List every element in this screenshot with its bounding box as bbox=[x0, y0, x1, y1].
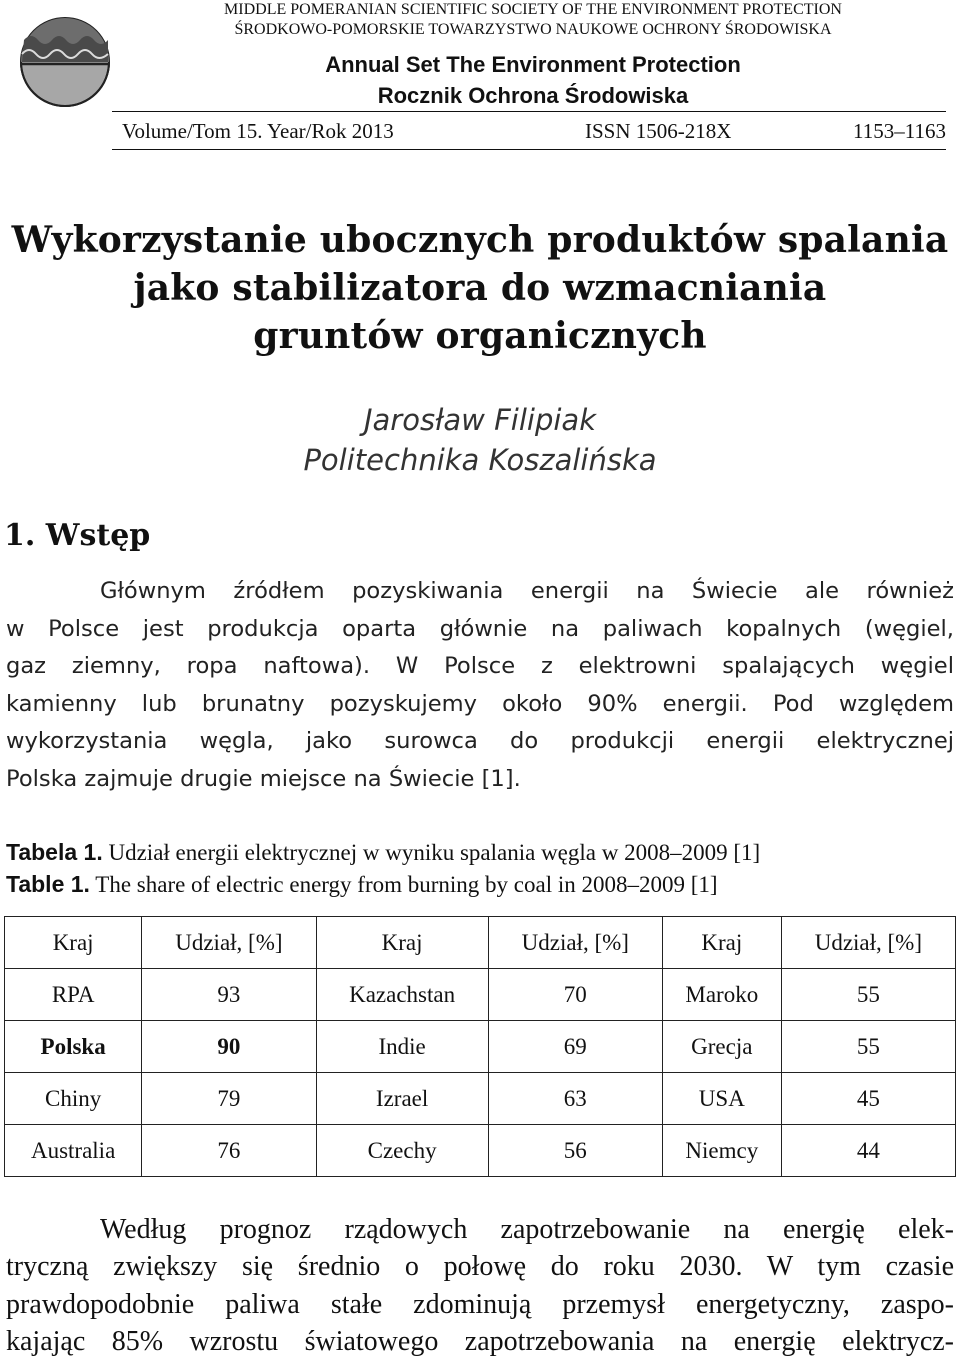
header-cell: Kraj bbox=[5, 917, 142, 969]
author-affiliation: Politechnika Koszalińska bbox=[303, 443, 657, 477]
table-cell: Chiny bbox=[5, 1073, 142, 1125]
journal-logo bbox=[20, 2, 110, 114]
table-cell: 79 bbox=[142, 1073, 316, 1125]
paragraph-line: kamienny lub brunatny pozyskujemy około 90% energii. Pod względem bbox=[6, 690, 954, 717]
title-line: Wykorzystanie ubocznych produktów spalania bbox=[11, 219, 949, 261]
table-cell: Kazachstan bbox=[316, 969, 488, 1021]
intro-paragraph bbox=[6, 573, 954, 798]
society-name-pl: ŚRODKOWO-POMORSKIE TOWARZYSTWO NAUKOWE OCHRONY ŚRODOWISKA bbox=[234, 21, 832, 38]
caption-label: Table 1. bbox=[6, 871, 90, 897]
table-cell: Indie bbox=[316, 1021, 488, 1073]
paragraph-line: Polska zajmuje drugie miejsce na Świecie [1]. bbox=[6, 765, 521, 792]
table-row bbox=[5, 1021, 956, 1073]
author-block bbox=[0, 400, 960, 480]
header-rule-top bbox=[112, 111, 946, 112]
table-cell: USA bbox=[662, 1073, 781, 1125]
paragraph-line: prawdopodobnie paliwa stałe zdominują przemysł energetyczny, zaspo- bbox=[6, 1288, 954, 1320]
paragraph-line: Głównym źródłem pozyskiwania energii na Świecie ale również bbox=[100, 578, 954, 604]
journal-name-en: Annual Set The Environment Protection bbox=[325, 52, 741, 77]
title-line: gruntów organicznych bbox=[253, 315, 707, 357]
paragraph-line: wykorzystania węgla, jako surowca do produkcji energii elektrycznej bbox=[6, 728, 954, 754]
table-row bbox=[5, 1125, 956, 1177]
table-cell: 70 bbox=[488, 969, 662, 1021]
table-cell: Grecja bbox=[662, 1021, 781, 1073]
header-cell: Udział, [%] bbox=[142, 917, 316, 969]
coal-share-table bbox=[4, 916, 956, 1177]
paragraph-line: w Polsce jest produkcja oparta głównie na paliwach kopalnych (węgiel, bbox=[6, 615, 954, 642]
issn: ISSN 1506-218X bbox=[585, 119, 732, 143]
paragraph-line: gaz ziemny, ropa naftowa). W Polsce z elektrowni spalających węgiel bbox=[6, 653, 954, 679]
caption-text: The share of electric energy from burning by coal in 2008–2009 [1] bbox=[89, 872, 718, 897]
table-cell: 93 bbox=[142, 969, 316, 1021]
table-cell: 45 bbox=[781, 1073, 955, 1125]
volume-year: Volume/Tom 15. Year/Rok 2013 bbox=[122, 119, 394, 143]
page-range: 1153–1163 bbox=[853, 119, 946, 143]
header-cell: Kraj bbox=[316, 917, 488, 969]
table-cell: Maroko bbox=[662, 969, 781, 1021]
society-name-en: MIDDLE POMERANIAN SCIENTIFIC SOCIETY OF THE ENVIRONMENT PROTECTION bbox=[224, 1, 842, 18]
table-cell: Polska bbox=[5, 1021, 142, 1073]
table-cell: Niemcy bbox=[662, 1125, 781, 1177]
table-cell: 55 bbox=[781, 969, 955, 1021]
caption-text: Udział energii elektrycznej w wyniku spalania węgla w 2008–2009 [1] bbox=[102, 840, 761, 865]
table-row bbox=[5, 1073, 956, 1125]
header-cell: Udział, [%] bbox=[781, 917, 955, 969]
caption-label: Tabela 1. bbox=[6, 839, 103, 865]
table-caption-pl bbox=[6, 835, 760, 870]
table-cell: 69 bbox=[488, 1021, 662, 1073]
section-heading: 1. Wstęp bbox=[4, 518, 151, 553]
table-caption-en bbox=[6, 867, 718, 902]
table-row bbox=[5, 969, 956, 1021]
journal-name-pl: Rocznik Ochrona Środowiska bbox=[377, 83, 689, 108]
table-cell: 55 bbox=[781, 1021, 955, 1073]
paragraph-line: Według prognoz rządowych zapotrzebowanie na energię elek- bbox=[100, 1214, 954, 1245]
header-cell: Kraj bbox=[662, 917, 781, 969]
paragraph-line: kajając 85% wzrostu światowego zapotrzebowania na energię elektrycz- bbox=[6, 1325, 954, 1357]
article-title bbox=[0, 216, 960, 360]
table-cell: 76 bbox=[142, 1125, 316, 1177]
table-header-row bbox=[5, 917, 956, 969]
header-cell: Udział, [%] bbox=[488, 917, 662, 969]
header-rule-bottom bbox=[112, 149, 946, 150]
forecast-paragraph bbox=[6, 1211, 954, 1360]
paragraph-line: tryczną zwiększy się średnio o połowę do roku 2030. W tym czasie bbox=[6, 1251, 954, 1283]
table-cell: 44 bbox=[781, 1125, 955, 1177]
table-cell: Czechy bbox=[316, 1125, 488, 1177]
table-cell: Izrael bbox=[316, 1073, 488, 1125]
table-cell: RPA bbox=[5, 969, 142, 1021]
table-cell: 63 bbox=[488, 1073, 662, 1125]
table-cell: 56 bbox=[488, 1125, 662, 1177]
table-cell: Australia bbox=[5, 1125, 142, 1177]
author-name: Jarosław Filipiak bbox=[363, 403, 596, 437]
table-cell: 90 bbox=[142, 1021, 316, 1073]
title-line: jako stabilizatora do wzmacniania bbox=[133, 267, 827, 309]
